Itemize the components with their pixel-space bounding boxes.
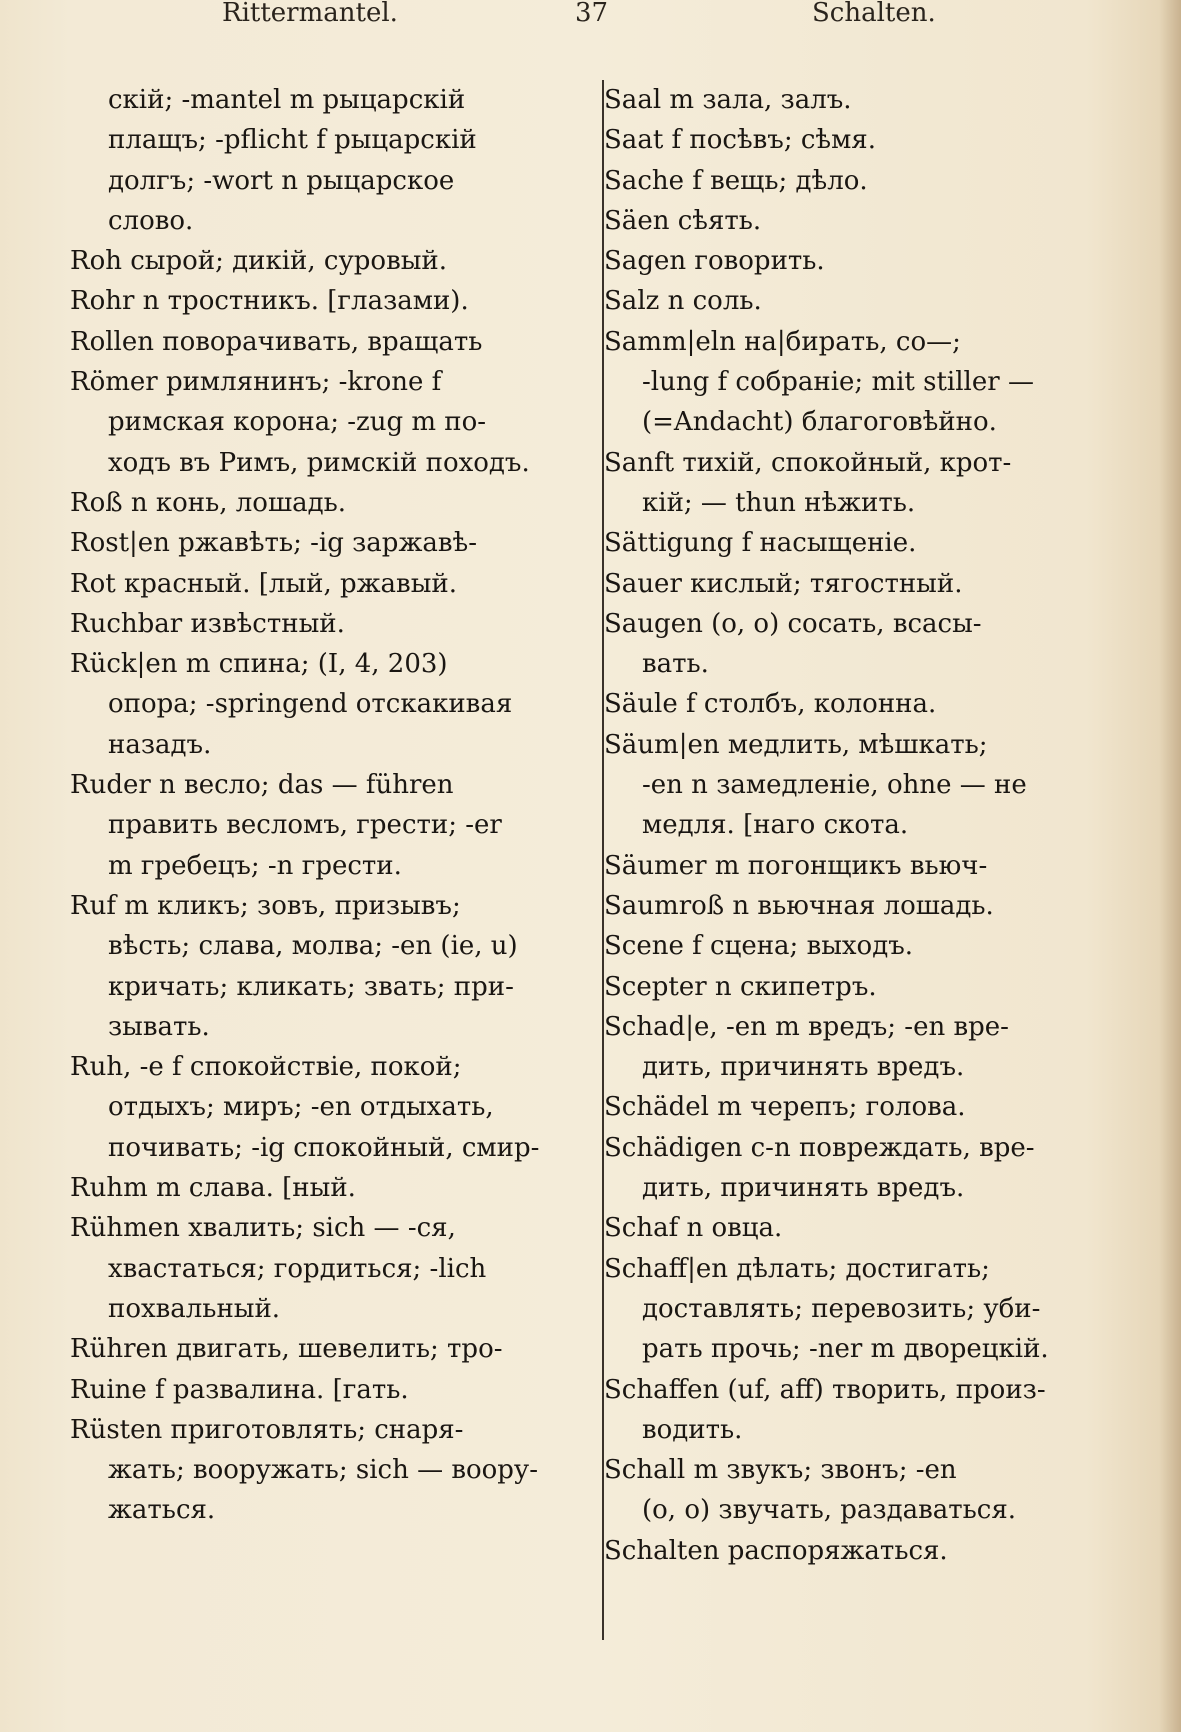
entry-line: зывать. [108, 1011, 210, 1042]
entry-line: Ruder n весло; das — führen [70, 770, 454, 801]
page-number: 37 [575, 0, 609, 28]
entry-line: дить, причинять вредъ. [642, 1173, 965, 1204]
entry-line: Sättigung f насыщеніе. [604, 528, 917, 559]
entry-line: Salz n соль. [604, 286, 762, 317]
entry-line: вать. [642, 649, 709, 680]
entry-line: Saumroß n вьючная лошадь. [604, 890, 994, 921]
entry-line: Scene f сцена; выходъ. [604, 931, 914, 962]
entry-line: Ruh, -e f спокойствіе, покой; [70, 1052, 462, 1083]
entry-line: править весломъ, грести; -er [108, 810, 502, 841]
page-header [0, 0, 1181, 36]
entry-line: кій; — thun нѣжить. [642, 487, 916, 518]
entry-line: Schaffen (uf, aff) творить, произ- [604, 1374, 1046, 1405]
page-edge-shadow [1159, 0, 1181, 1732]
entry-line: (o, o) звучать, раздаваться. [642, 1495, 1017, 1526]
entry-line: Roß n конь, лошадь. [70, 487, 347, 518]
entry-line: Rühren двигать, шевелить; тро- [70, 1334, 503, 1365]
entry-line: Rüsten приготовлять; снаря- [70, 1414, 464, 1445]
entry-line: Saal m зала, залъ. [604, 85, 852, 115]
entry-line: Saugen (o, o) сосать, всасы- [604, 608, 982, 639]
entry-line: Sanft тихій, спокойный, крот- [604, 447, 1012, 478]
entry-line: Säen сѣять. [604, 205, 762, 236]
entry-line: Rost|en ржавѣть; -ig заржавѣ- [70, 528, 477, 559]
entry-line: Roh сырой; дикій, суровый. [70, 246, 447, 277]
entry-line: медля. [наго скота. [642, 810, 909, 841]
entry-line: Ruf m кликъ; зовъ, призывъ; [70, 890, 461, 921]
entry-line: Saat f посѣвъ; сѣмя. [604, 125, 876, 156]
entry-line: Schalten распоряжаться. [604, 1535, 948, 1566]
entry-line: -lung f собраніе; mit stiller — [642, 367, 1034, 398]
entry-line: назадъ. [108, 729, 212, 760]
entry-line: жать; вооружать; sich — воору- [108, 1455, 539, 1486]
entry-line: Ruchbar извѣстный. [70, 608, 345, 639]
left-column [70, 80, 580, 1531]
entry-line: Ruhm m слава. [ный. [70, 1173, 356, 1204]
entry-line: дить, причинять вредъ. [642, 1052, 965, 1083]
entry-line: Säum|en медлить, мѣшкать; [604, 729, 988, 760]
entry-line: Ruine f развалина. [гать. [70, 1374, 409, 1405]
entry-line: хвастаться; гордиться; -lich [108, 1253, 487, 1284]
entry-line: опора; -springend отскакивая [108, 689, 513, 720]
entry-line: вѣсть; слава, молва; -en (ie, u) [108, 931, 518, 962]
entry-line: жаться. [108, 1495, 216, 1526]
entry-line: Rück|en m спина; (I, 4, 203) [70, 649, 448, 680]
entry-line: рать прочь; -ner m дворецкій. [642, 1334, 1049, 1365]
entry-line: Römer римлянинъ; -krone f [70, 367, 442, 398]
entry-line: Scepter n скипетръ. [604, 971, 877, 1002]
entry-line: Schädigen c-n повреждать, вре- [604, 1132, 1035, 1163]
entry-line: водить. [642, 1414, 743, 1445]
entry-line: Rohr n тростникъ. [глазами). [70, 286, 469, 317]
entry-line: Rühmen хвалить; sich — -ся, [70, 1213, 456, 1244]
entry-line: Schall m звукъ; звонъ; -en [604, 1455, 957, 1486]
entry-line: кричать; кликать; звать; при- [108, 971, 514, 1002]
entry-line: Sache f вещь; дѣло. [604, 165, 868, 196]
entry-line: похвальный. [108, 1293, 281, 1324]
entry-line: Schad|e, -en m вредъ; -en вре- [604, 1011, 1009, 1042]
right-column [604, 80, 1144, 1571]
header-right-catchword: Schalten. [812, 0, 936, 28]
entry-line: почивать; -ig спокойный, смир- [108, 1132, 540, 1163]
entry-line: Schaff|en дѣлать; достигать; [604, 1253, 990, 1284]
entry-line: ходъ въ Римъ, римскій походъ. [108, 447, 530, 478]
entry-line: (=Andacht) благоговѣйно. [642, 407, 997, 438]
entry-line: Sagen говорить. [604, 246, 825, 277]
header-left-catchword: Rittermantel. [222, 0, 398, 28]
entry-line: плащъ; -pflicht f рыцарскій [108, 125, 477, 156]
entry-line: Rot красный. [лый, ржавый. [70, 568, 457, 599]
entry-line: долгъ; -wort n рыцарское [108, 165, 455, 196]
entry-line: Sauer кислый; тягостный. [604, 568, 963, 599]
entry-line: отдыхъ; миръ; -en отдыхать, [108, 1092, 494, 1123]
entry-line: Samm|eln на|бирать, со—; [604, 326, 961, 357]
entry-line: скій; -mantel m рыцарскій [108, 85, 466, 115]
entry-line: Säule f столбъ, колонна. [604, 689, 937, 720]
entry-line: -en n замедленіе, ohne — не [642, 770, 1027, 801]
entry-line: Schädel m черепъ; голова. [604, 1092, 966, 1123]
entry-line: Schaf n овца. [604, 1213, 783, 1244]
entry-line: m гребецъ; -n грести. [108, 850, 402, 881]
entry-line: доставлять; перевозить; уби- [642, 1293, 1041, 1324]
entry-line: Rollen поворачивать, вращать [70, 326, 483, 357]
entry-line: слово. [108, 205, 194, 236]
entry-line: римская корона; -zug m по- [108, 407, 487, 438]
entry-line: Säumer m погонщикъ вьюч- [604, 850, 988, 881]
